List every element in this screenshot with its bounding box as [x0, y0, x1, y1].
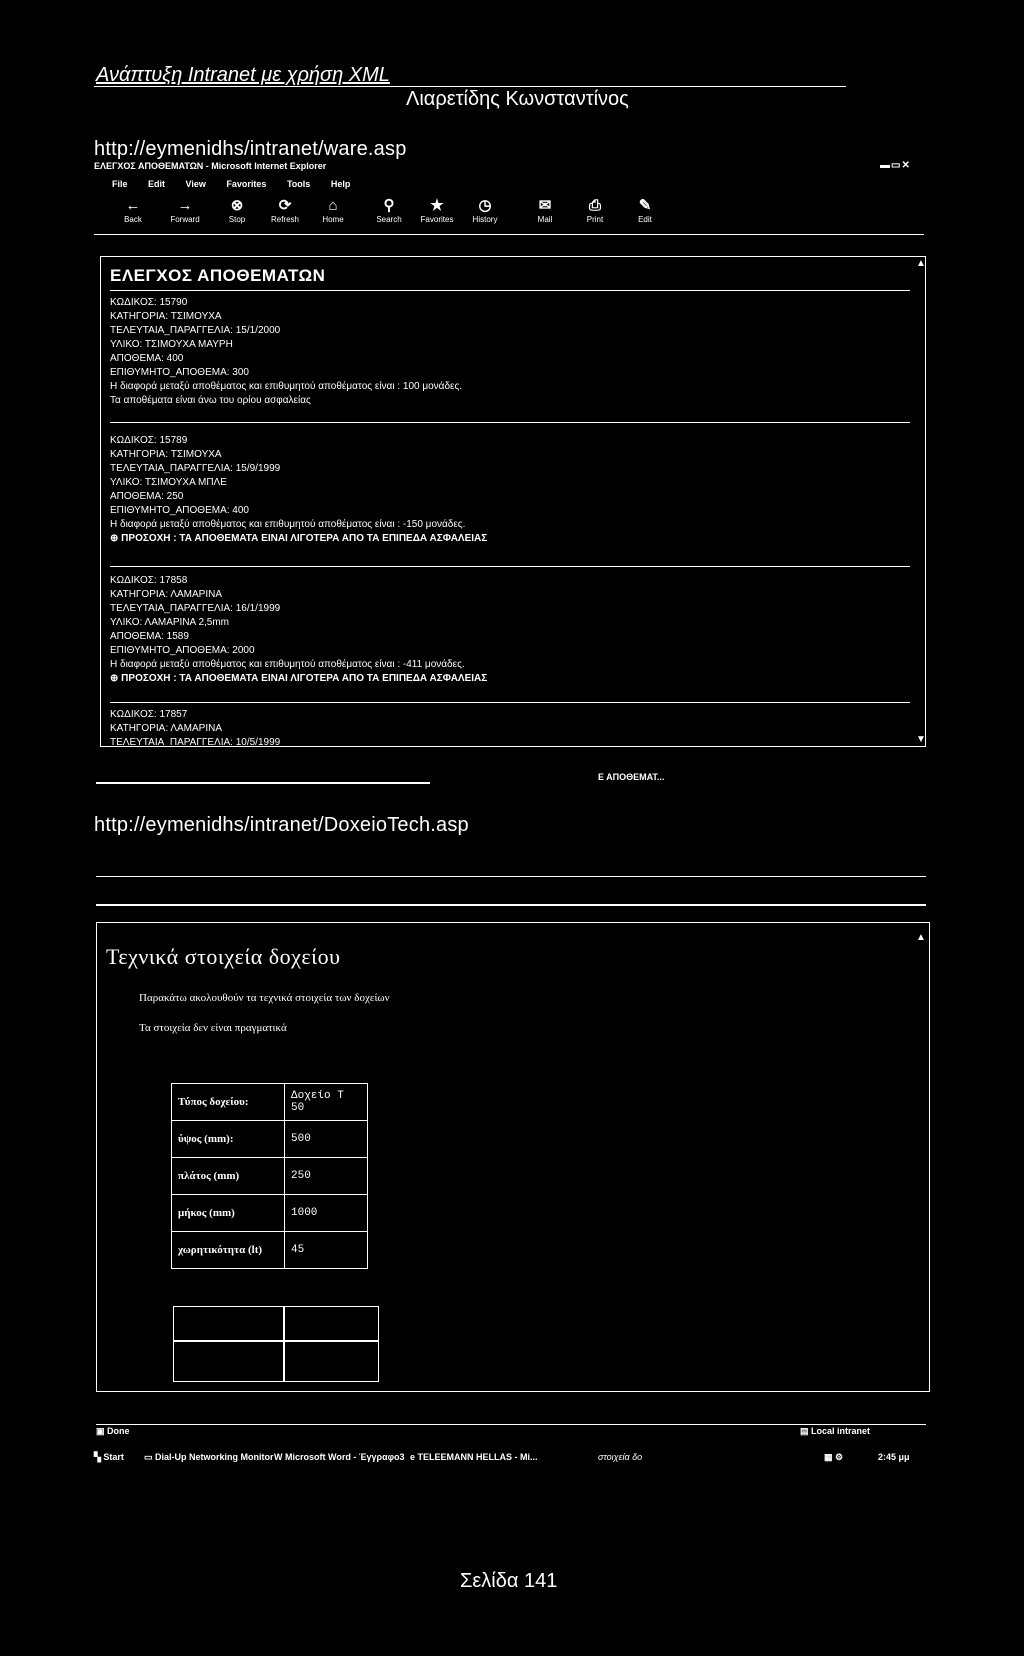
status-zone: ▤ Local intranet — [800, 1426, 871, 1436]
home-icon: ⌂ — [328, 197, 338, 214]
pane-bottom-rule — [100, 746, 926, 747]
status-page-title: Ε ΑΠΟΘΕΜΑΤ... — [598, 772, 665, 782]
stock-item — [110, 574, 487, 686]
item-line: ΤΕΛΕΥΤΑΙΑ_ΠΑΡΑΓΓΕΛΙΑ: 15/1/2000 — [110, 325, 281, 336]
spec-value: Δοχείο Τ 50 — [285, 1084, 368, 1121]
screenshot1-url: http://eymenidhs/intranet/ware.asp — [94, 138, 407, 160]
item-line: ΕΠΙΘΥΜΗΤΟ_ΑΠΟΘΕΜΑ: 300 — [110, 367, 249, 378]
table-row — [172, 1158, 368, 1195]
stock-item — [110, 296, 462, 408]
taskbar-item[interactable]: ▭ Dial-Up Networking Monitor — [144, 1452, 274, 1462]
header-rule — [94, 86, 846, 87]
item-line: ΕΠΙΘΥΜΗΤΟ_ΑΠΟΘΕΜΑ: 400 — [110, 505, 249, 516]
taskbar-item[interactable]: e TELEEMANN HELLAS - Mi... — [410, 1452, 538, 1462]
print-icon: ⎙ — [588, 197, 601, 214]
taskbar-item[interactable]: στοιχεία δο — [598, 1452, 643, 1462]
item-line: ΚΩΔΙΚΟΣ: 15790 — [110, 297, 188, 308]
address-rule — [96, 904, 926, 906]
taskbar — [92, 1448, 924, 1470]
history-button[interactable]: ◷ History — [460, 197, 510, 225]
spec-value: 250 — [285, 1158, 368, 1195]
scroll-down-icon[interactable]: ▼ — [916, 734, 926, 745]
search-icon: ⚲ — [383, 197, 395, 214]
window-controls[interactable]: ▬▭✕ — [880, 160, 911, 171]
print-button[interactable]: ⎙ Print — [570, 197, 620, 225]
table-row — [172, 1195, 368, 1232]
stock-item — [110, 434, 487, 546]
warning-line: ⊕ ΠΡΟΣΟΧΗ : ΤΑ ΑΠΟΘΕΜΑΤΑ ΕΙΝΑΙ ΛΙΓΟΤΕΡΑ ΑΠΟ ΤΑ ΕΠΙΠΕΔΑ ΑΣΦΑΛΕΙΑΣ — [110, 673, 488, 684]
screenshot2-url: http://eymenidhs/intranet/DoxeioTech.asp — [94, 814, 469, 836]
item-separator — [110, 566, 910, 567]
table-row — [172, 1232, 368, 1269]
window-title: ΕΛΕΓΧΟΣ ΑΠΟΘΕΜΑΤΩΝ - Microsoft Internet Explorer — [94, 161, 327, 171]
spec-value: 1000 — [285, 1195, 368, 1232]
statusbar-rule — [96, 1424, 926, 1425]
status-done: ▣ Done — [96, 1426, 130, 1436]
menu-edit[interactable]: Edit — [148, 179, 166, 189]
mail-button[interactable]: ✉ Mail — [520, 197, 570, 225]
forward-button[interactable]: → Forward — [160, 197, 210, 225]
network-icon: ▭ — [144, 1452, 156, 1462]
favorites-icon: ★ — [430, 197, 444, 214]
refresh-icon: ⟳ — [278, 197, 292, 214]
spec-key: μήκος (mm) — [172, 1195, 285, 1232]
page-number: Σελίδα 141 — [460, 1570, 558, 1592]
item-line: ΚΩΔΙΚΟΣ: 15789 — [110, 435, 188, 446]
heading-rule — [110, 290, 910, 291]
empty-cell — [283, 1340, 379, 1382]
taskbar-clock: 2:45 μμ — [878, 1452, 910, 1462]
menu-favorites[interactable]: Favorites — [226, 179, 267, 189]
item-line: ΥΛΙΚΟ: ΤΣΙΜΟΥΧΑ ΜΑΥΡΗ — [110, 339, 233, 350]
item-separator — [110, 702, 910, 703]
page-note: Τα στοιχεία δεν είναι πραγματικά — [139, 1022, 287, 1034]
item-line: ΥΛΙΚΟ: ΤΣΙΜΟΥΧΑ ΜΠΛΕ — [110, 477, 227, 488]
menu-view[interactable]: View — [185, 179, 206, 189]
edit-icon: ✎ — [638, 197, 652, 214]
start-button[interactable]: ▚ Start — [94, 1452, 124, 1462]
item-line: ΚΩΔΙΚΟΣ: 17858 — [110, 575, 188, 586]
word-icon: W — [274, 1452, 285, 1462]
menu-help[interactable]: Help — [330, 179, 351, 189]
search-button[interactable]: ⚲ Search — [364, 197, 414, 225]
spec-value: 45 — [285, 1232, 368, 1269]
spec-value: 500 — [285, 1121, 368, 1158]
item-line: ΚΑΤΗΓΟΡΙΑ: ΤΣΙΜΟΥΧΑ — [110, 449, 222, 460]
spec-key: ύψος (mm): — [172, 1121, 285, 1158]
table-row — [172, 1084, 368, 1121]
item-line: ΤΕΛΕΥΤΑΙΑ_ΠΑΡΑΓΓΕΛΙΑ: 15/9/1999 — [110, 463, 281, 474]
item-separator — [110, 422, 910, 423]
spec-key: Τύπος δοχείου: — [172, 1084, 285, 1121]
tray-icons: ▦ ⚙ — [824, 1452, 844, 1462]
item-line: ΑΠΟΘΕΜΑ: 250 — [110, 491, 184, 502]
document-title: Ανάπτυξη Intranet με χρήση XML — [96, 64, 390, 86]
scroll-up-icon[interactable]: ▲ — [916, 258, 926, 269]
item-line: ΚΑΤΗΓΟΡΙΑ: ΤΣΙΜΟΥΧΑ — [110, 311, 222, 322]
back-arrow-icon: ← — [125, 197, 141, 214]
menu-tools[interactable]: Tools — [286, 179, 311, 189]
item-line: Η διαφορά μεταξύ αποθέματος και επιθυμητού αποθέματος είναι : -150 μονάδες. — [110, 519, 466, 530]
item-line: Η διαφορά μεταξύ αποθέματος και επιθυμητού αποθέματος είναι : -411 μονάδες. — [110, 659, 465, 670]
item-line: ΤΕΛΕΥΤΑΙΑ_ΠΑΡΑΓΓΕΛΙΑ: 10/5/1999 — [110, 737, 281, 746]
page-heading: ΕΛΕΓΧΟΣ ΑΠΟΘΕΜΑΤΩΝ — [110, 266, 326, 285]
favorites-button[interactable]: ★ Favorites — [412, 197, 462, 225]
toolbar-rule — [96, 876, 926, 877]
page-icon: ▣ — [96, 1426, 108, 1436]
empty-cell — [173, 1340, 285, 1382]
menu-file[interactable]: File — [112, 179, 128, 189]
item-line: ΕΠΙΘΥΜΗΤΟ_ΑΠΟΘΕΜΑ: 2000 — [110, 645, 255, 656]
page-subtitle: Παρακάτω ακολουθούν τα τεχνικά στοιχεία των δοχείων — [139, 992, 390, 1004]
intranet-icon: ▤ — [800, 1426, 812, 1436]
empty-cell — [173, 1306, 285, 1342]
item-line: Η διαφορά μεταξύ αποθέματος και επιθυμητού αποθέματος είναι : 100 μονάδες. — [110, 381, 463, 392]
item-line: ΤΕΛΕΥΤΑΙΑ_ΠΑΡΑΓΓΕΛΙΑ: 16/1/1999 — [110, 603, 281, 614]
item-line: ΚΩΔΙΚΟΣ: 17857 — [110, 709, 188, 720]
forward-arrow-icon: → — [177, 197, 193, 214]
refresh-button[interactable]: ⟳ Refresh — [260, 197, 310, 225]
item-line: Τα αποθέματα είναι άνω του ορίου ασφαλείας — [110, 395, 311, 406]
spec-key: πλάτος (mm) — [172, 1158, 285, 1195]
history-icon: ◷ — [478, 197, 492, 214]
toolbar-rule — [94, 234, 924, 235]
back-button[interactable]: ← Back — [108, 197, 158, 225]
warning-line: ⊕ ΠΡΟΣΟΧΗ : ΤΑ ΑΠΟΘΕΜΑΤΑ ΕΙΝΑΙ ΛΙΓΟΤΕΡΑ ΑΠΟ ΤΑ ΕΠΙΠΕΔΑ ΑΣΦΑΛΕΙΑΣ — [110, 533, 488, 544]
menu-bar — [112, 179, 368, 189]
status-rule — [96, 782, 430, 784]
stock-item — [110, 708, 280, 746]
browser-toolbar — [94, 197, 914, 231]
document-author: Λιαρετίδης Κωνσταντίνος — [406, 88, 629, 110]
warning-icon: ⊕ — [110, 673, 122, 684]
mail-icon: ✉ — [538, 197, 552, 214]
tech-specs-table — [171, 1083, 368, 1269]
item-line: ΥΛΙΚΟ: ΛΑΜΑΡΙΝΑ 2,5mm — [110, 617, 230, 628]
table-row — [172, 1121, 368, 1158]
windows-logo-icon: ▚ — [94, 1452, 104, 1462]
warning-icon: ⊕ — [110, 533, 122, 544]
edit-button[interactable]: ✎ Edit — [620, 197, 670, 225]
stop-button[interactable]: ⊗ Stop — [212, 197, 262, 225]
item-line: ΚΑΤΗΓΟΡΙΑ: ΛΑΜΑΡΙΝΑ — [110, 723, 223, 734]
home-button[interactable]: ⌂ Home — [308, 197, 358, 225]
scroll-up-icon[interactable]: ▲ — [916, 932, 926, 943]
ie-icon: e — [410, 1452, 418, 1462]
spec-key: χωρητικότητα (lt) — [172, 1232, 285, 1269]
empty-cell — [283, 1306, 379, 1342]
stop-icon: ⊗ — [230, 197, 244, 214]
item-line: ΑΠΟΘΕΜΑ: 400 — [110, 353, 184, 364]
page-heading: Τεχνικά στοιχεία δοχείου — [106, 944, 341, 969]
item-line: ΚΑΤΗΓΟΡΙΑ: ΛΑΜΑΡΙΝΑ — [110, 589, 223, 600]
item-line: ΑΠΟΘΕΜΑ: 1589 — [110, 631, 189, 642]
taskbar-item[interactable]: W Microsoft Word - Έγγραφο3 — [274, 1452, 405, 1462]
